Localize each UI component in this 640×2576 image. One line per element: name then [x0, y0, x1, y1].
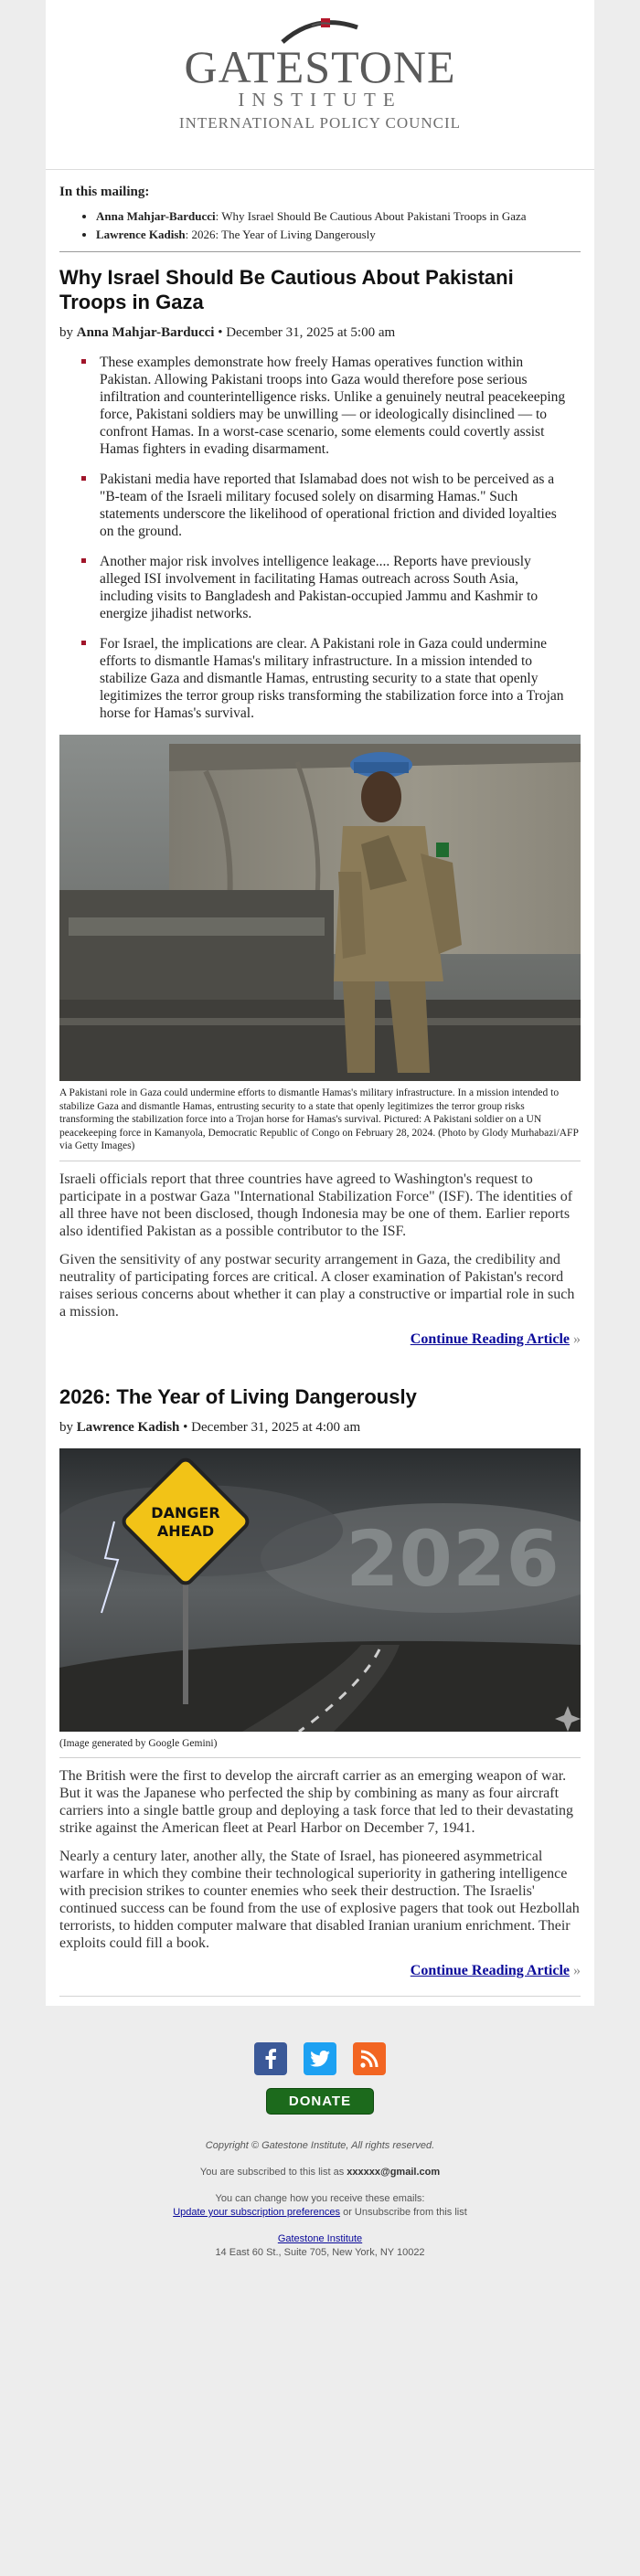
sign-text-bottom: AHEAD — [156, 1521, 215, 1540]
subscriber-email: xxxxxx@gmail.com — [347, 2167, 441, 2178]
copyright-text: Copyright © Gatestone Institute, All rights reserved. — [205, 2140, 435, 2151]
email-content — [46, 170, 594, 2006]
logo-emblem-icon — [279, 16, 361, 44]
caption-divider — [59, 1757, 581, 1758]
mailing-list — [96, 209, 581, 242]
twitter-icon[interactable] — [304, 2042, 336, 2075]
org-link[interactable]: Gatestone Institute — [277, 2233, 363, 2244]
byline-prefix: by — [59, 1419, 77, 1435]
byline-separator: • — [179, 1419, 192, 1435]
highlight-item: For Israel, the implications are clear. A Pakistani role in Gaza could undermine efforts to dismantle Hamas's military infrastructure. In a mission intended to stabilize Gaza and dismantle Hamas, entrusting security to a state that openly legitimizes the terror group risks transforming the stabilization force into a Trojan horse for Hamas's survival. — [81, 635, 581, 722]
raquo-icon: » — [570, 1330, 581, 1347]
article-byline — [59, 1420, 581, 1436]
social-links — [0, 2042, 640, 2075]
article-paragraph: The British were the first to develop the aircraft carrier as an emerging weapon of war. But it was the Japanese who perfected the ship by combining as many as four aircraft carriers into a single battle group and deploying a task force that led to their devastating strike against the American fleet at Pearl Harbor on December 7, 1941. — [59, 1768, 574, 1836]
sign-text-top: DANGER — [151, 1503, 220, 1521]
update-preferences-link[interactable]: Update your subscription preferences — [173, 2207, 341, 2218]
byline-separator: • — [214, 325, 227, 340]
divider — [59, 251, 581, 252]
mailing-item-author: Anna Mahjar-Barducci — [96, 209, 216, 223]
unsubscribe-text[interactable]: or Unsubscribe from this list — [340, 2207, 467, 2218]
continue-reading-link[interactable]: Continue Reading Article — [410, 1330, 570, 1347]
postal-address: 14 East 60 St., Suite 705, New York, NY 10022 — [215, 2247, 425, 2258]
article-date: December 31, 2025 at 5:00 am — [226, 325, 396, 340]
article-paragraph: Nearly a century later, another ally, the State of Israel, has pioneered asymmetrical warfare in which they combine their technological superiority in gathering intelligence with precision strikes to counter enemies who seek their destruction. The Israelis' continued success can be found from the use of explosive pagers that took out Hezbollah terrorists, to hidden computer malware that disabled Iranian uranium enrichment. Their exploits could fill a book. — [59, 1849, 580, 1951]
logo-subtitle: INSTITUTE — [238, 89, 402, 111]
highlight-item: Another major risk involves intelligence leakage.... Reports have previously alleged ISI involvement in facilitating Hamas outreach across South Asia, including visits to Bangladesh and Pakistan-occupied Jammu and Kashmir to energize jihadist networks. — [81, 553, 581, 622]
change-text: You can change how you receive these emails: — [215, 2193, 425, 2204]
article-paragraph: Israeli officials report that three countries have agreed to Washington's request to participate in a postwar Gaza "International Stabilization Force" (ISF). The identities of all three have not been disclosed, though Indonesia may be one of them. Earlier reports also identified Pakistan as a possible contributor to the ISF. — [59, 1171, 573, 1239]
photo-caption: A Pakistani role in Gaza could undermine efforts to dismantle Hamas's military infrastructure. In a mission intended to stabilize Gaza and dismantle Hamas, entrusting security to a state that openly legitimizes the terror group risks transforming the stabilization force into a Trojan horse for Hamas's survival. Pictured: A Pakistani soldier on a UN peacekeeping force in Kamanyola, Democratic Republic of Congo on February 28, 2024. (Photo by Glody Murhabazi/AFP via Getty Images) — [59, 1087, 579, 1151]
article-date: December 31, 2025 at 4:00 am — [191, 1419, 361, 1435]
continue-reading-link[interactable]: Continue Reading Article — [410, 1963, 570, 1978]
year-text: 2026 — [346, 1513, 560, 1604]
article-byline — [59, 325, 581, 341]
continue-reading — [59, 1331, 581, 1348]
subscribed-prefix: You are subscribed to this list as — [199, 2167, 347, 2178]
article-highlights — [59, 354, 581, 722]
article-author[interactable]: Lawrence Kadish — [76, 1419, 180, 1435]
masthead — [46, 0, 594, 170]
logo-wordmark[interactable]: GATESTONE — [184, 41, 456, 92]
article-paragraph: Given the sensitivity of any postwar security arrangement in Gaza, the credibility and neutrality of participating forces are critical. A closer examination of Pakistan's record raises serious concerns about whether it can play a constructive or impartial role in such a mission. — [59, 1251, 575, 1320]
address-block — [0, 2232, 640, 2260]
mailing-item-author: Lawrence Kadish — [96, 228, 186, 241]
article-title[interactable]: Why Israel Should Be Cautious About Pakistani Troops in Gaza — [59, 266, 514, 313]
section-gap — [59, 1352, 581, 1384]
continue-reading — [59, 1963, 581, 1979]
divider — [59, 1996, 581, 1997]
mailing-item[interactable] — [96, 228, 581, 242]
article-title[interactable]: 2026: The Year of Living Dangerously — [59, 1384, 417, 1408]
subscription-notice — [0, 2166, 640, 2179]
mailing-heading: In this mailing: — [59, 185, 150, 199]
highlight-item: These examples demonstrate how freely Hamas operatives function within Pakistan. Allowing Pakistani troops into Gaza would therefore pose serious infiltration and counterintelligence risks. Unlike a genuinely neutral peacekeeping force, Pakistani soldiers may be unwilling — or ideologically disinclined — to confront Hamas. In a worst-case scenario, some elements could covertly assist Hamas fighters in evading disarmament. — [81, 354, 581, 458]
footer — [0, 2006, 640, 2296]
rss-icon[interactable] — [353, 2042, 386, 2075]
article-author[interactable]: Anna Mahjar-Barducci — [76, 325, 215, 340]
raquo-icon: » — [570, 1963, 581, 1978]
article-photo[interactable] — [59, 735, 581, 1081]
article-photo[interactable] — [59, 1448, 581, 1732]
donate-button[interactable]: DONATE — [266, 2088, 374, 2115]
preferences-block — [0, 2192, 640, 2220]
logo-tagline: INTERNATIONAL POLICY COUNCIL — [178, 114, 462, 132]
highlight-item: Pakistani media have reported that Islamabad does not wish to be perceived as a "B-team of the Israeli military focused solely on disarming Hamas." Such statements underscore the likelihood of operational friction and divided loyalties on the ground. — [81, 471, 581, 540]
email-sheet — [46, 0, 594, 2006]
photo-caption: (Image generated by Google Gemini) — [59, 1737, 218, 1749]
facebook-icon[interactable] — [254, 2042, 287, 2075]
mailing-item-title: : Why Israel Should Be Cautious About Pakistani Troops in Gaza — [215, 209, 527, 223]
mailing-item-title: : 2026: The Year of Living Dangerously — [185, 228, 376, 241]
mailing-item[interactable] — [96, 209, 581, 224]
byline-prefix: by — [59, 325, 77, 340]
